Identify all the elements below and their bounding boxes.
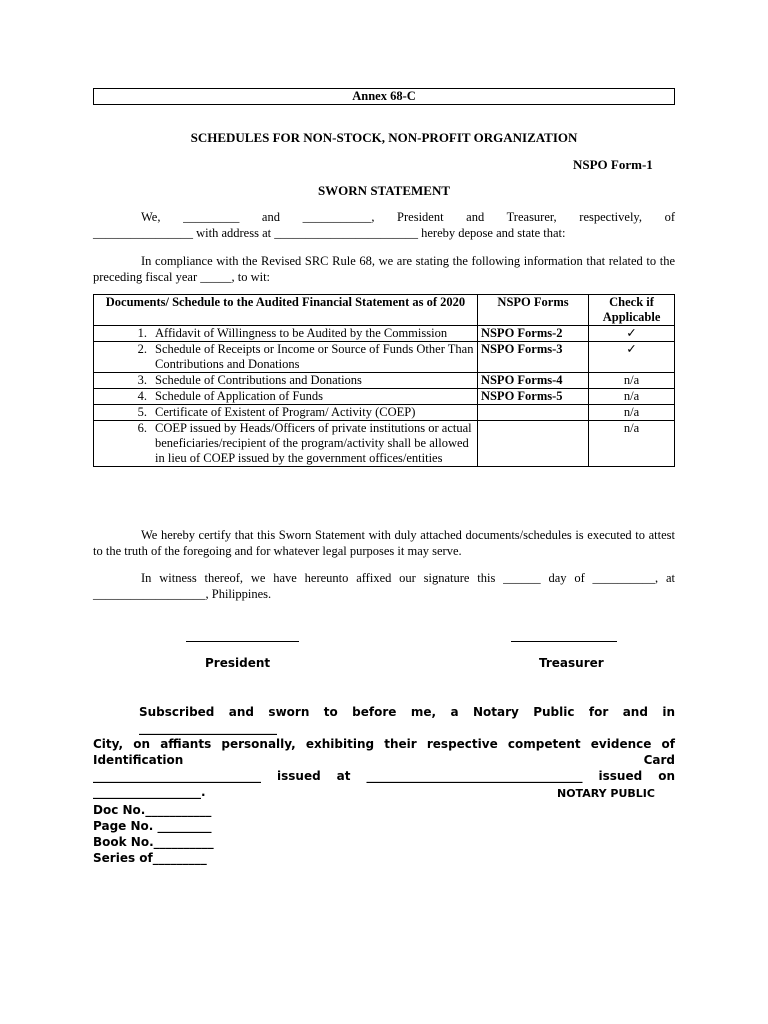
witness-line-1: In witness thereof, we have hereunto affixed our signature this ______ day of __________, at xyxy=(141,571,675,585)
row-number: 6. xyxy=(137,421,147,435)
row-check: n/a xyxy=(589,421,675,467)
intro-paragraph xyxy=(93,209,675,241)
row-form xyxy=(477,421,588,467)
intro-line-2: ________________ with address at _______________________ hereby depose and state that: xyxy=(93,226,566,240)
row-number: 3. xyxy=(137,373,147,387)
row-check: ✓ xyxy=(589,342,675,373)
notarial-register xyxy=(93,802,214,866)
row-doc-cell xyxy=(94,342,478,373)
witness-line-2: __________________, Philippines. xyxy=(93,587,272,601)
row-form xyxy=(477,405,588,421)
schedule-table xyxy=(93,294,675,467)
schedules-title: SCHEDULES FOR NON-STOCK, NON-PROFIT ORGANIZATION xyxy=(190,130,578,145)
treasurer-signature-line xyxy=(511,641,617,642)
page-no: Page No. _________ xyxy=(93,819,212,833)
row-doc-cell xyxy=(94,389,478,405)
row-form: NSPO Forms-2 xyxy=(477,326,588,342)
table-row xyxy=(94,326,675,342)
certify-paragraph: We hereby certify that this Sworn Statement with duly attached documents/schedules is executed to attest to the truth of the foregoing and for whatever legal purposes it may serve. xyxy=(93,528,675,558)
book-no: Book No.__________ xyxy=(93,835,214,849)
row-document: Affidavit of Willingness to be Audited by the Commission xyxy=(155,326,448,340)
row-form: NSPO Forms-3 xyxy=(477,342,588,373)
row-number: 5. xyxy=(137,405,147,419)
row-check: ✓ xyxy=(589,326,675,342)
notary-line-3: ____________________________ issued at ____________________________________ issued on xyxy=(93,769,675,783)
intro-line-1: We, _________ and ___________, President and Treasurer, respectively, of xyxy=(141,210,675,224)
sworn-statement-title: SWORN STATEMENT xyxy=(317,183,451,198)
notary-line-4: __________________. xyxy=(93,785,206,799)
row-doc-cell xyxy=(94,421,478,467)
row-document: Schedule of Application of Funds xyxy=(155,389,324,403)
row-number: 2. xyxy=(137,342,147,356)
row-form: NSPO Forms-5 xyxy=(477,389,588,405)
row-number: 1. xyxy=(137,326,147,340)
annex-label: Annex 68-C xyxy=(93,88,675,105)
table-row xyxy=(94,405,675,421)
compliance-paragraph: In compliance with the Revised SRC Rule 68, we are stating the following information that related to the preceding fiscal year _____, to wit: xyxy=(93,254,675,284)
row-form: NSPO Forms-4 xyxy=(477,373,588,389)
row-document: Schedule of Receipts or Income or Source of Funds Other Than Contributions and Donations xyxy=(155,342,474,371)
form-number: NSPO Form-1 xyxy=(573,157,653,172)
header-documents: Documents/ Schedule to the Audited Financial Statement as of 2020 xyxy=(94,295,478,326)
table-row xyxy=(94,342,675,373)
table-header-row xyxy=(94,295,675,326)
table-row xyxy=(94,421,675,467)
witness-paragraph xyxy=(93,570,675,602)
row-document: Schedule of Contributions and Donations xyxy=(155,373,362,387)
treasurer-label: Treasurer xyxy=(539,656,604,670)
row-doc-cell xyxy=(94,326,478,342)
table-row xyxy=(94,389,675,405)
president-label: President xyxy=(205,656,271,670)
row-doc-cell xyxy=(94,373,478,389)
president-signature-line xyxy=(186,641,299,642)
notary-line-2: City, on affiants personally, exhibiting their respective competent evidence of Identification Card xyxy=(93,737,675,767)
notary-paragraph xyxy=(93,704,675,800)
row-document: COEP issued by Heads/Officers of private institutions or actual beneficiaries/recipient of the program/activity shall be allowed in lieu of COEP issued by the government offices/entities xyxy=(155,421,472,465)
header-forms: NSPO Forms xyxy=(477,295,588,326)
header-check: Check if Applicable xyxy=(589,295,675,326)
row-document: Certificate of Existent of Program/ Activity (COEP) xyxy=(155,405,416,419)
row-doc-cell xyxy=(94,405,478,421)
notary-line-1: Subscribed and sworn to before me, a Notary Public for and in _______________________ xyxy=(139,705,675,735)
row-check: n/a xyxy=(589,389,675,405)
doc-no: Doc No.___________ xyxy=(93,803,212,817)
table-row xyxy=(94,373,675,389)
row-check: n/a xyxy=(589,373,675,389)
series-of: Series of_________ xyxy=(93,851,207,865)
row-check: n/a xyxy=(589,405,675,421)
notary-public-title: NOTARY PUBLIC xyxy=(557,787,655,800)
row-number: 4. xyxy=(137,389,147,403)
